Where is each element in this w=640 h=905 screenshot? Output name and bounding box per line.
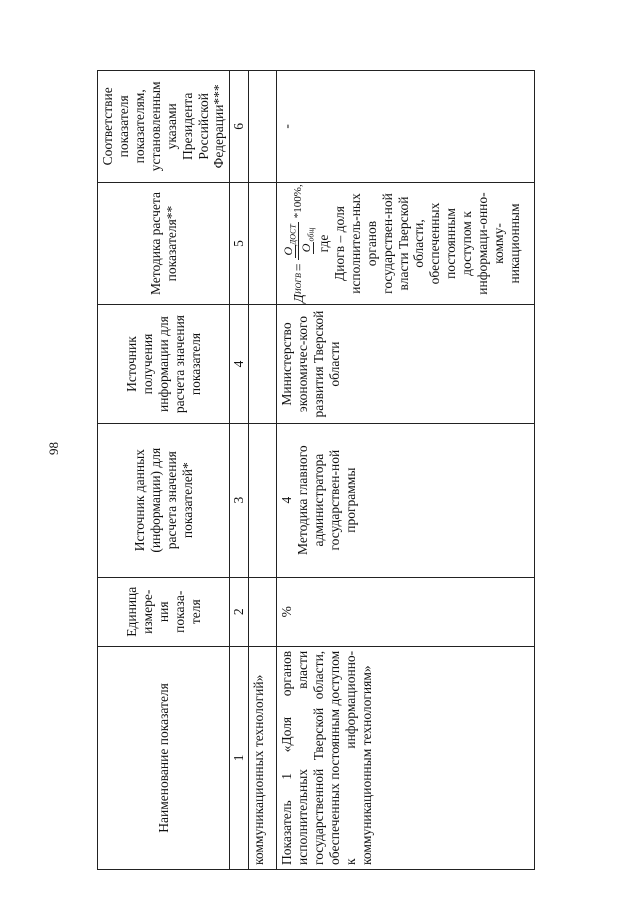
indicator-info-source: Министерство экономичес-кого развития Тверской области — [277, 305, 535, 423]
indicator-unit: % — [277, 577, 535, 646]
header-unit: Единица измере-ния показа-теля — [98, 577, 230, 646]
rotated-table-wrapper — [97, 70, 582, 870]
continuation-empty-6 — [249, 71, 277, 183]
header-info-source: Источник получения информации для расчета значения показателя — [98, 305, 230, 423]
continuation-text: коммуникационных технологий» — [249, 646, 277, 869]
formula-fraction — [281, 222, 316, 259]
column-number-1: 1 — [230, 646, 249, 869]
indicator-method — [277, 182, 535, 305]
continuation-empty-2 — [249, 577, 277, 646]
continuation-row — [249, 71, 277, 870]
header-source: Источник данных (информации) для расчета значения показателей* — [98, 423, 230, 577]
formula-lhs-sub: ИОГВ — [293, 273, 303, 295]
formula-lhs: Д — [290, 294, 306, 303]
method-text: Диогв – доля исполнитель-ных органов государствен-ной власти Тверской области, обеспеченных постоянным доступом к информаци-онно-комму-никационным — [331, 192, 523, 295]
indicator-source — [277, 423, 535, 577]
method-formula — [281, 184, 316, 303]
header-method: Методика расчета показателя** — [98, 182, 230, 305]
column-number-row — [230, 71, 249, 870]
indicator-source-number: 4 — [279, 496, 295, 504]
indicator-table — [97, 70, 535, 870]
column-number-4: 4 — [230, 305, 249, 423]
formula-numerator-sub: ДОСТ — [288, 224, 298, 245]
continuation-empty-4 — [249, 305, 277, 423]
formula-numerator: О — [281, 246, 296, 256]
indicator-row — [277, 71, 535, 870]
header-row — [98, 71, 230, 870]
continuation-empty-5 — [249, 182, 277, 305]
header-name: Наименование показателя — [98, 646, 230, 869]
continuation-empty-3 — [249, 423, 277, 577]
formula-multiplier: *100%, — [292, 184, 305, 219]
page-number: 98 — [46, 442, 61, 455]
header-compliance: Соответствие показателя показателям, установленным указами Президента Российской Федерации*** — [98, 71, 230, 183]
indicator-name: Показатель 1 «Доля органов исполнительных власти государственной Тверской области, обеспеченных постоянным доступом к информационно-коммуникационным технологиям» — [277, 646, 535, 869]
formula-equals: = — [290, 263, 306, 272]
column-number-2: 2 — [230, 577, 249, 646]
column-number-5: 5 — [230, 182, 249, 305]
column-number-3: 3 — [230, 423, 249, 577]
formula-denominator-sub: общ — [306, 227, 316, 242]
indicator-source-text: Методика главного администратора государствен-ной программы — [295, 445, 358, 555]
formula-denominator: О — [299, 243, 314, 253]
column-number-6: 6 — [230, 71, 249, 183]
indicator-compliance: - — [277, 71, 535, 183]
method-where: где — [315, 234, 331, 253]
